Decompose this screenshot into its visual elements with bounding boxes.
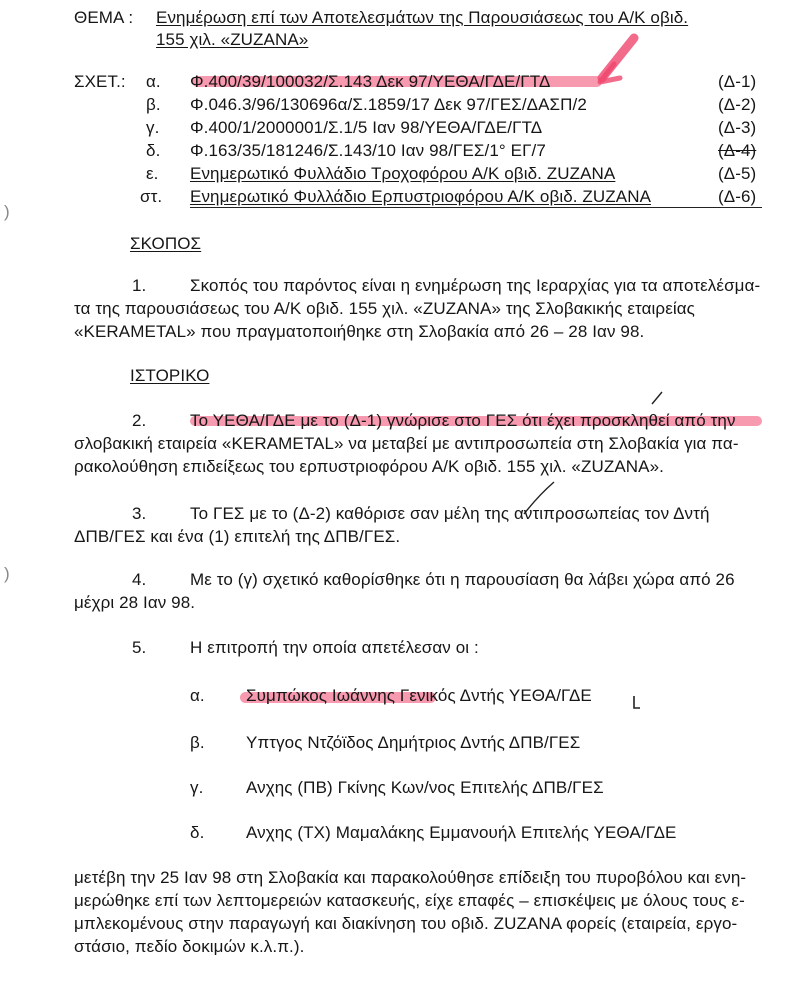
ref-code: (Δ-6) xyxy=(718,187,757,206)
purpose-line: «KERAMETAL» που πραγματοποιήθηκε στη Σλοβακία από 26 – 28 Ιαν 98. xyxy=(74,322,645,341)
ref-code: (Δ-5) xyxy=(718,164,757,183)
history-line: μέχρι 28 Ιαν 98. xyxy=(74,593,196,612)
history-line: σλοβακική εταιρεία «KERAMETAL» να μεταβεί με αντιπροσωπεία στη Σλοβακία για πα- xyxy=(74,434,739,453)
closing-line: στάσιο, πεδίο δοκιμών κ.λ.π.). xyxy=(74,937,305,956)
closing-line: μπλεκομένους στην παραγωγή και διακίνηση του οβιδ. ZUZANA φορείς (εταιρεία, εργο- xyxy=(74,914,738,933)
para-number: 3. xyxy=(132,504,147,523)
purpose-heading: ΣΚΟΠΟΣ xyxy=(130,234,202,253)
para-number: 5. xyxy=(132,638,147,657)
member-mark: γ. xyxy=(190,778,204,797)
para-number: 2. xyxy=(132,411,147,430)
subject-line-2: 155 χιλ. «ZUZANA» xyxy=(156,30,309,49)
ref-code: (Δ-2) xyxy=(718,95,757,114)
ref-code: (Δ-4) xyxy=(718,141,757,160)
edge-mark: ) xyxy=(4,564,10,583)
subject-label: ΘΕΜΑ : xyxy=(74,8,134,27)
ref-mark: α. xyxy=(146,72,161,91)
ref-mark: δ. xyxy=(146,141,161,160)
history-line: Με το (γ) σχετικό καθορίσθηκε ότι η παρουσίαση θα λάβει χώρα από 26 xyxy=(190,570,735,589)
pen-tick-icon xyxy=(648,388,668,408)
history-line: ρακολούθηση επιδείξεως του ερπυστριοφόρου Α/Κ οβιδ. 155 χιλ. «ZUZANA». xyxy=(74,457,664,476)
member-text: Ανχης (ΠΒ) Γκίνης Κων/νος Επιτελής ΔΠΒ/ΓΕΣ xyxy=(246,778,604,797)
ref-text: Φ.163/35/181246/Σ.143/10 Ιαν 98/ΓΕΣ/1° ΕΓ/7 xyxy=(190,141,546,160)
purpose-line: τα της παρουσιάσεως του Α/Κ οβιδ. 155 χιλ. «ZUZANA» της Σλοβακικής εταιρείας xyxy=(74,299,695,318)
ref-code: (Δ-3) xyxy=(718,118,757,137)
subject-line-1: Ενημέρωση επί των Αποτελεσμάτων της Παρουσιάσεως του Α/Κ οβιδ. xyxy=(156,8,689,27)
member-mark: β. xyxy=(190,733,205,752)
member-mark: δ. xyxy=(190,823,205,842)
history-line: Το ΥΕΘΑ/ΓΔΕ με το (Δ-1) γνώρισε στο ΓΕΣ ότι έχει προσκληθεί από την xyxy=(190,411,736,430)
member-text: Υπτγος Ντζόϊδος Δημήτριος Δντής ΔΠΒ/ΓΕΣ xyxy=(246,733,581,752)
pen-corner-icon xyxy=(624,694,644,714)
highlighter-arrow-icon xyxy=(596,30,644,90)
closing-line: μετέβη την 25 Ιαν 98 στη Σλοβακία και παρακολούθησε επίδειξη του πυροβόλου και ενη- xyxy=(74,868,747,887)
ref-code: (Δ-1) xyxy=(718,72,757,91)
ref-text: Ενημερωτικό Φυλλάδιο Τροχοφόρου Α/Κ οβιδ. ZUZANA xyxy=(190,164,616,183)
para-number: 1. xyxy=(132,276,147,295)
member-text: Ανχης (ΤΧ) Μαμαλάκης Εμμανουήλ Επιτελής ΥΕΘΑ/ΓΔΕ xyxy=(246,823,677,842)
ref-rule xyxy=(190,207,762,208)
ref-text: Φ.400/39/100032/Σ.143 Δεκ 97/ΥΕΘΑ/ΓΔΕ/ΓΤΔ xyxy=(190,72,551,91)
history-line: ΔΠΒ/ΓΕΣ και ένα (1) επιτελή της ΔΠΒ/ΓΕΣ. xyxy=(74,527,401,546)
member-text: Συμπώκος Ιωάννης Γενικός Δντής ΥΕΘΑ/ΓΔΕ xyxy=(246,686,592,705)
history-line: Η επιτροπή την οποία απετέλεσαν οι : xyxy=(190,638,479,657)
ref-mark: β. xyxy=(146,95,161,114)
ref-mark: ε. xyxy=(146,164,159,183)
history-heading: ΙΣΤΟΡΙΚΟ xyxy=(130,366,210,385)
purpose-line: Σκοπός του παρόντος είναι η ενημέρωση της Ιεραρχίας για τα αποτελέσμα- xyxy=(190,276,761,295)
references-label: ΣΧΕΤ.: xyxy=(74,72,126,91)
ref-text: Φ.046.3/96/130696α/Σ.1859/17 Δεκ 97/ΓΕΣ/ΔΑΣΠ/2 xyxy=(190,95,587,114)
ref-text: Φ.400/1/2000001/Σ.1/5 Ιαν 98/ΥΕΘΑ/ΓΔΕ/ΓΤΔ xyxy=(190,118,543,137)
closing-line: μερώθηκε επί των λεπτομερειών κατασκευής, είχε επαφές – επισκέψεις με όλους τους ε- xyxy=(74,891,745,910)
para-number: 4. xyxy=(132,570,147,589)
ref-text: Ενημερωτικό Φυλλάδιο Ερπυστριοφόρου Α/Κ οβιδ. ZUZANA xyxy=(190,187,652,206)
ref-mark: γ. xyxy=(146,118,160,137)
edge-mark: ) xyxy=(4,202,10,221)
ref-mark: στ. xyxy=(140,187,163,206)
member-mark: α. xyxy=(190,686,205,705)
history-line: Το ΓΕΣ με το (Δ-2) καθόρισε σαν μέλη της αντιπροσωπείας τον Δντή xyxy=(190,504,710,523)
